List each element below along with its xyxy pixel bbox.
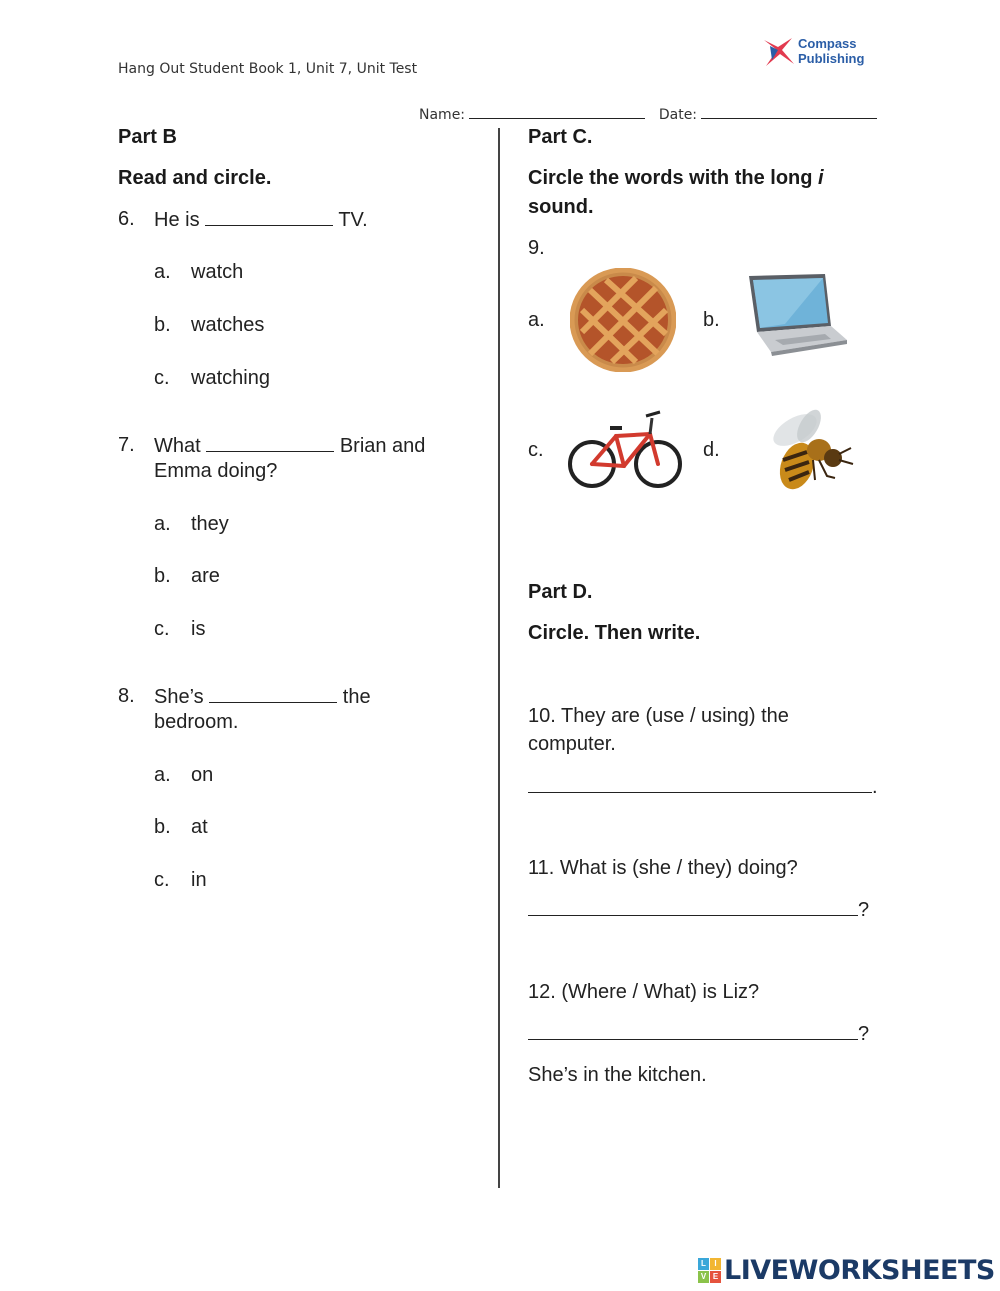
question-7-blank: [206, 434, 334, 452]
question-8-text-line2: bedroom.: [154, 711, 239, 733]
part-c-instruction-italic: i: [818, 167, 824, 189]
question-7-text-line2: Emma doing?: [154, 460, 278, 482]
laptop-icon[interactable]: [745, 272, 849, 356]
date-field[interactable]: [701, 105, 877, 119]
picture-a-letter[interactable]: a.: [528, 309, 545, 331]
question-8-option-b[interactable]: [154, 816, 208, 839]
question-10-line2: computer.: [528, 733, 616, 755]
part-c-instruction-text: Circle the words with the long: [528, 167, 819, 189]
question-7-option-a[interactable]: [154, 513, 229, 536]
question-12-text: 12. (Where / What) is Liz?: [528, 981, 760, 1003]
option-text: watches: [191, 314, 265, 336]
question-6-before: He is: [154, 209, 200, 231]
option-text: at: [191, 816, 208, 838]
part-d-title: Part D.: [528, 581, 593, 603]
option-text: they: [191, 513, 229, 535]
question-11-text: 11. What is (she / they) doing?: [528, 857, 798, 879]
question-12-given-answer: She’s in the kitchen.: [528, 1064, 707, 1086]
column-divider: [498, 128, 500, 1188]
question-11-answer: [528, 898, 869, 922]
bicycle-icon[interactable]: [566, 406, 684, 490]
option-text: in: [191, 869, 207, 891]
liveworksheets-squares-icon: [698, 1258, 722, 1284]
question-7-option-c[interactable]: [154, 618, 206, 641]
question-6-after: TV.: [338, 209, 368, 231]
pie-icon[interactable]: [570, 268, 676, 372]
part-d-instruction: Circle. Then write.: [528, 622, 701, 644]
question-10-answer: [528, 775, 878, 799]
question-6-number: 6.: [118, 208, 135, 230]
question-8-after: the: [342, 686, 371, 708]
option-letter: a.: [154, 513, 171, 535]
part-c-instruction-line2: sound.: [528, 196, 594, 218]
part-c-instruction: [528, 167, 824, 190]
question-11-punct: ?: [858, 899, 870, 921]
question-10-answer-field[interactable]: [528, 775, 872, 793]
question-8-blank: [209, 685, 337, 703]
question-12-punct: ?: [858, 1023, 870, 1045]
question-12-answer: [528, 1022, 869, 1046]
question-6-option-c[interactable]: [154, 367, 270, 390]
question-7-option-b[interactable]: [154, 565, 220, 588]
question-6-text: [154, 208, 368, 232]
option-text: on: [191, 764, 214, 786]
question-8-number: 8.: [118, 685, 135, 707]
name-date-line: [419, 105, 877, 123]
question-10-punct: .: [872, 776, 878, 798]
part-b-title: Part B: [118, 126, 177, 148]
option-letter: c.: [154, 618, 170, 640]
question-12-answer-field[interactable]: [528, 1022, 858, 1040]
square-i: I: [710, 1258, 721, 1270]
option-letter: b.: [154, 314, 171, 336]
option-letter: c.: [154, 869, 170, 891]
question-7-number: 7.: [118, 434, 135, 456]
name-field[interactable]: [469, 105, 645, 119]
compass-publishing-logo: [760, 34, 880, 74]
question-7-before: What: [154, 435, 201, 457]
publisher-line2: Publishing: [798, 51, 865, 66]
option-text: is: [191, 618, 206, 640]
option-text: watching: [191, 367, 270, 389]
option-letter: b.: [154, 565, 171, 587]
publisher-line1: Compass: [798, 36, 857, 51]
square-e: E: [710, 1271, 721, 1283]
question-6-option-a[interactable]: [154, 261, 244, 284]
question-8-option-c[interactable]: [154, 869, 207, 892]
option-letter: a.: [154, 764, 171, 786]
name-label: Name:: [419, 107, 466, 123]
question-10-line1: 10. They are (use / using) the: [528, 705, 789, 727]
bee-icon[interactable]: [765, 404, 855, 496]
square-v: V: [698, 1271, 709, 1283]
question-6-blank: [205, 208, 333, 226]
liveworksheets-brand: LIVEWORKSHEETS: [724, 1255, 995, 1286]
question-11-answer-field[interactable]: [528, 898, 858, 916]
question-6-option-b[interactable]: [154, 314, 265, 337]
picture-d-letter[interactable]: d.: [703, 439, 720, 461]
book-title: Hang Out Student Book 1, Unit 7, Unit Test: [118, 61, 418, 77]
question-8-option-a[interactable]: [154, 764, 214, 787]
square-l: L: [698, 1258, 709, 1270]
compass-star-icon: [760, 34, 796, 72]
picture-c-letter[interactable]: c.: [528, 439, 544, 461]
option-letter: c.: [154, 367, 170, 389]
question-8-before: She’s: [154, 686, 204, 708]
option-letter: b.: [154, 816, 171, 838]
option-text: watch: [191, 261, 244, 283]
question-7-text: [154, 434, 425, 458]
question-7-after: Brian and: [339, 435, 426, 457]
part-b-instruction: Read and circle.: [118, 167, 272, 189]
option-text: are: [191, 565, 220, 587]
question-8-text: [154, 685, 371, 709]
option-letter: a.: [154, 261, 171, 283]
part-c-title: Part C.: [528, 126, 593, 148]
question-9-number: 9.: [528, 237, 545, 259]
picture-b-letter[interactable]: b.: [703, 309, 720, 331]
date-label: Date:: [658, 107, 698, 123]
